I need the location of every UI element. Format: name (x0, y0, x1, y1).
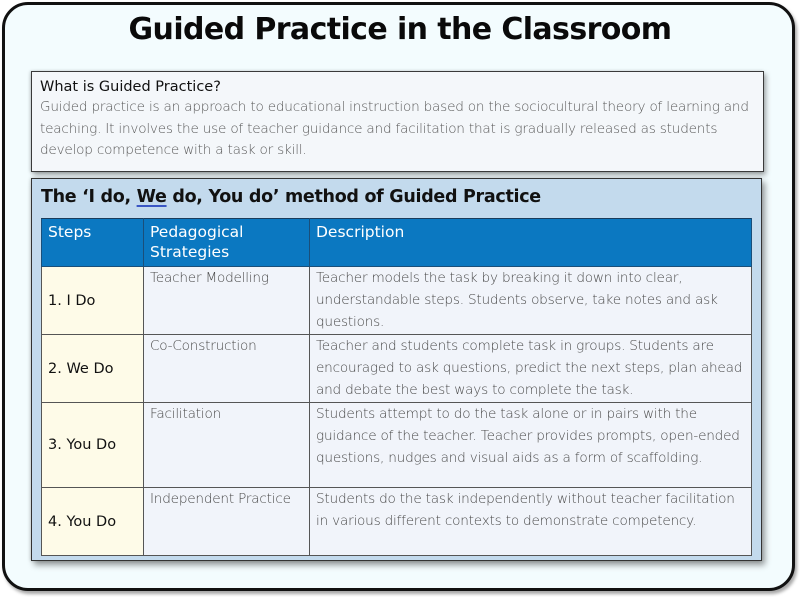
intro-heading: What is Guided Practice? (40, 79, 221, 95)
intro-body: Guided practice is an approach to educational instruction based on the sociocultural theory of learning and teaching. It involves the use of teacher guidance and facilitation that is gradually released as students develop competence with a task or skill. (40, 99, 749, 158)
column-header-description: Description (310, 219, 752, 267)
strategy-cell: Co-Construction (144, 335, 310, 403)
page-title: Guided Practice in the Classroom (128, 12, 672, 47)
step-cell: 4. You Do (42, 488, 144, 556)
table-row (42, 267, 752, 335)
step-cell: 3. You Do (42, 403, 144, 488)
description-cell: Students do the task independently without teacher facilitation in various different contexts to demonstrate competency. (310, 488, 752, 556)
step-cell: 2. We Do (42, 335, 144, 403)
column-header-strategies: Pedagogical Strategies (144, 219, 310, 267)
method-heading (41, 187, 541, 207)
strategy-cell: Teacher Modelling (144, 267, 310, 335)
column-header-steps: Steps (42, 219, 144, 267)
description-cell: Students attempt to do the task alone or in pairs with the guidance of the teacher. Teacher provides prompts, open-ended questions, nudges and visual aids as a form of scaffolding. (310, 403, 752, 488)
strategy-cell: Facilitation (144, 403, 310, 488)
table-row (42, 488, 752, 556)
method-heading-underlined-word: We (136, 187, 167, 207)
method-heading-suffix: do, You do’ method of Guided Practice (166, 187, 541, 207)
method-heading-prefix: The ‘I do, (41, 187, 137, 207)
intro-box (31, 71, 764, 172)
description-cell: Teacher and students complete task in groups. Students are encouraged to ask questions, predict the next steps, plan ahead and debate the best ways to complete the task. (310, 335, 752, 403)
table-row (42, 335, 752, 403)
steps-table (41, 218, 752, 556)
table-header-row (42, 219, 752, 267)
method-panel (31, 178, 762, 561)
strategy-cell: Independent Practice (144, 488, 310, 556)
description-cell: Teacher models the task by breaking it down into clear, understandable steps. Students observe, take notes and ask questions. (310, 267, 752, 335)
step-cell: 1. I Do (42, 267, 144, 335)
table-row (42, 403, 752, 488)
